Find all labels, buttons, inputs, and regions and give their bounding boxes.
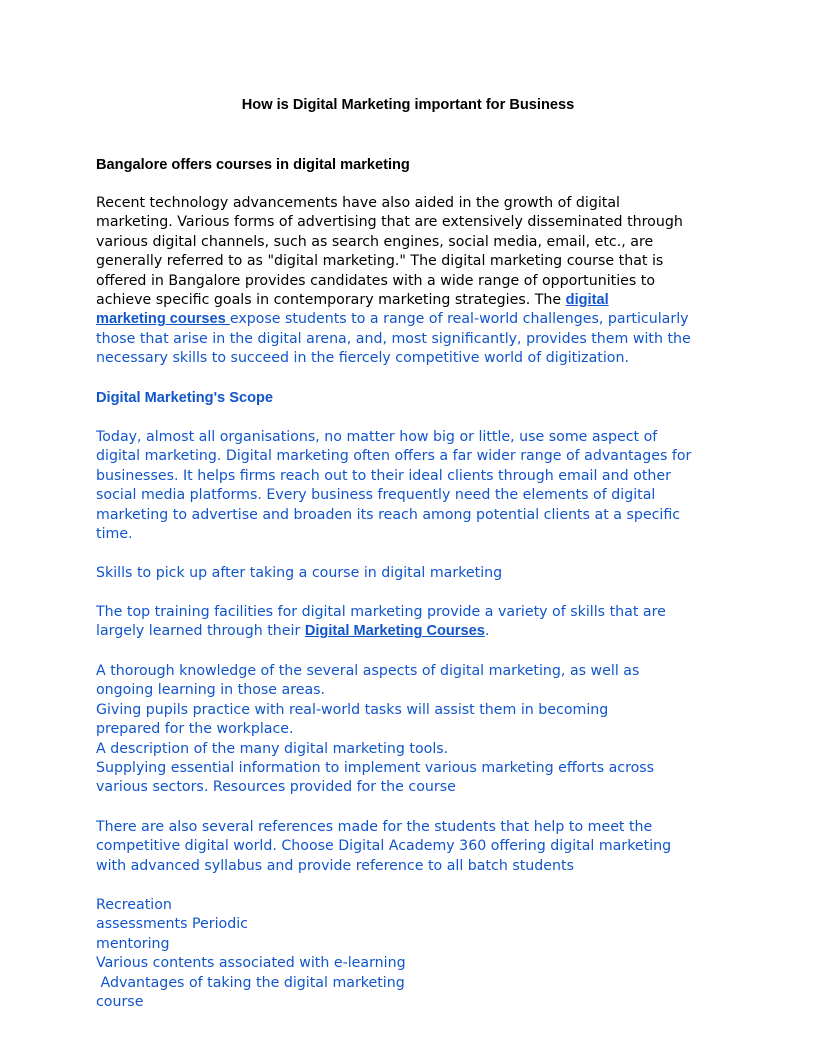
subheading: Bangalore offers courses in digital marketing xyxy=(96,157,410,173)
scope-paragraph xyxy=(96,428,691,544)
skills-heading-text: Skills to pick up after taking a course in digital marketing xyxy=(96,565,503,581)
intro-line: marketing. Various forms of advertising that are extensively disseminated through xyxy=(96,214,683,231)
skills-line: The top training facilities for digital marketing provide a variety of skills that are xyxy=(96,604,666,620)
skills-list xyxy=(96,662,654,798)
digital-marketing-courses-link-2[interactable]: Digital Marketing Courses xyxy=(304,623,485,640)
intro-line: Recent technology advancements have also aided in the growth of digital xyxy=(96,195,620,211)
scope-line: digital marketing. Digital marketing often offers a far wider range of advantages for xyxy=(96,448,692,465)
extras-line: mentoring xyxy=(96,935,170,952)
extras-line: course xyxy=(96,993,144,1010)
intro-line xyxy=(96,291,691,310)
list-line: A description of the many digital marketing tools. xyxy=(96,740,449,757)
intro-line: various digital channels, such as search engines, social media, email, etc., are xyxy=(96,233,654,250)
extras-list xyxy=(96,896,406,1012)
extras-line: Advantages of taking the digital marketing xyxy=(96,974,405,991)
refs-line: competitive digital world. Choose Digital Academy 360 offering digital marketing xyxy=(96,838,672,855)
digital-marketing-courses-link-cont[interactable]: marketing courses xyxy=(96,311,230,328)
list-line: prepared for the workplace. xyxy=(96,721,294,738)
scope-line: time. xyxy=(96,525,133,542)
list-line: A thorough knowledge of the several aspects of digital marketing, as well as xyxy=(96,663,640,679)
intro-line: necessary skills to succeed in the fiercely competitive world of digitization. xyxy=(96,350,629,367)
intro-line xyxy=(96,310,691,329)
skills-heading xyxy=(96,564,502,583)
intro-line: those that arise in the digital arena, and, most significantly, provides them with the xyxy=(96,330,691,347)
skills-line xyxy=(96,622,666,641)
digital-marketing-courses-link[interactable]: digital xyxy=(565,291,609,308)
refs-line: with advanced syllabus and provide reference to all batch students xyxy=(96,857,574,874)
intro-paragraph xyxy=(96,194,691,369)
scope-line: businesses. It helps firms reach out to their ideal clients through email and other xyxy=(96,467,671,484)
scope-line: Today, almost all organisations, no matter how big or little, use some aspect of xyxy=(96,429,658,445)
intro-line: offered in Bangalore provides candidates with a wide range of opportunities to xyxy=(96,272,656,289)
list-line: Giving pupils practice with real-world tasks will assist them in becoming xyxy=(96,701,609,718)
refs-line: There are also several references made for the students that help to meet the xyxy=(96,819,653,835)
list-line: various sectors. Resources provided for the course xyxy=(96,779,456,796)
scope-line: social media platforms. Every business frequently need the elements of digital xyxy=(96,487,656,504)
list-line: Supplying essential information to implement various marketing efforts across xyxy=(96,759,655,776)
scope-line: marketing to advertise and broaden its reach among potential clients at a specific xyxy=(96,506,681,523)
extras-line: assessments Periodic xyxy=(96,916,248,933)
scope-heading: Digital Marketing's Scope xyxy=(96,390,274,406)
list-line: ongoing learning in those areas. xyxy=(96,682,326,699)
extras-line: Various contents associated with e-learning xyxy=(96,955,406,972)
extras-line: Recreation xyxy=(96,897,172,913)
intro-line: generally referred to as "digital marketing." The digital marketing course that is xyxy=(96,253,664,270)
document-title: How is Digital Marketing important for Business xyxy=(241,97,575,113)
skills-text: largely learned through their xyxy=(96,623,305,640)
intro-text: expose students to a range of real-world challenges, particularly xyxy=(229,311,689,328)
references-paragraph xyxy=(96,818,671,876)
skills-paragraph xyxy=(96,603,666,642)
skills-period: . xyxy=(484,623,490,640)
intro-text: achieve specific goals in contemporary marketing strategies. The xyxy=(96,291,566,308)
